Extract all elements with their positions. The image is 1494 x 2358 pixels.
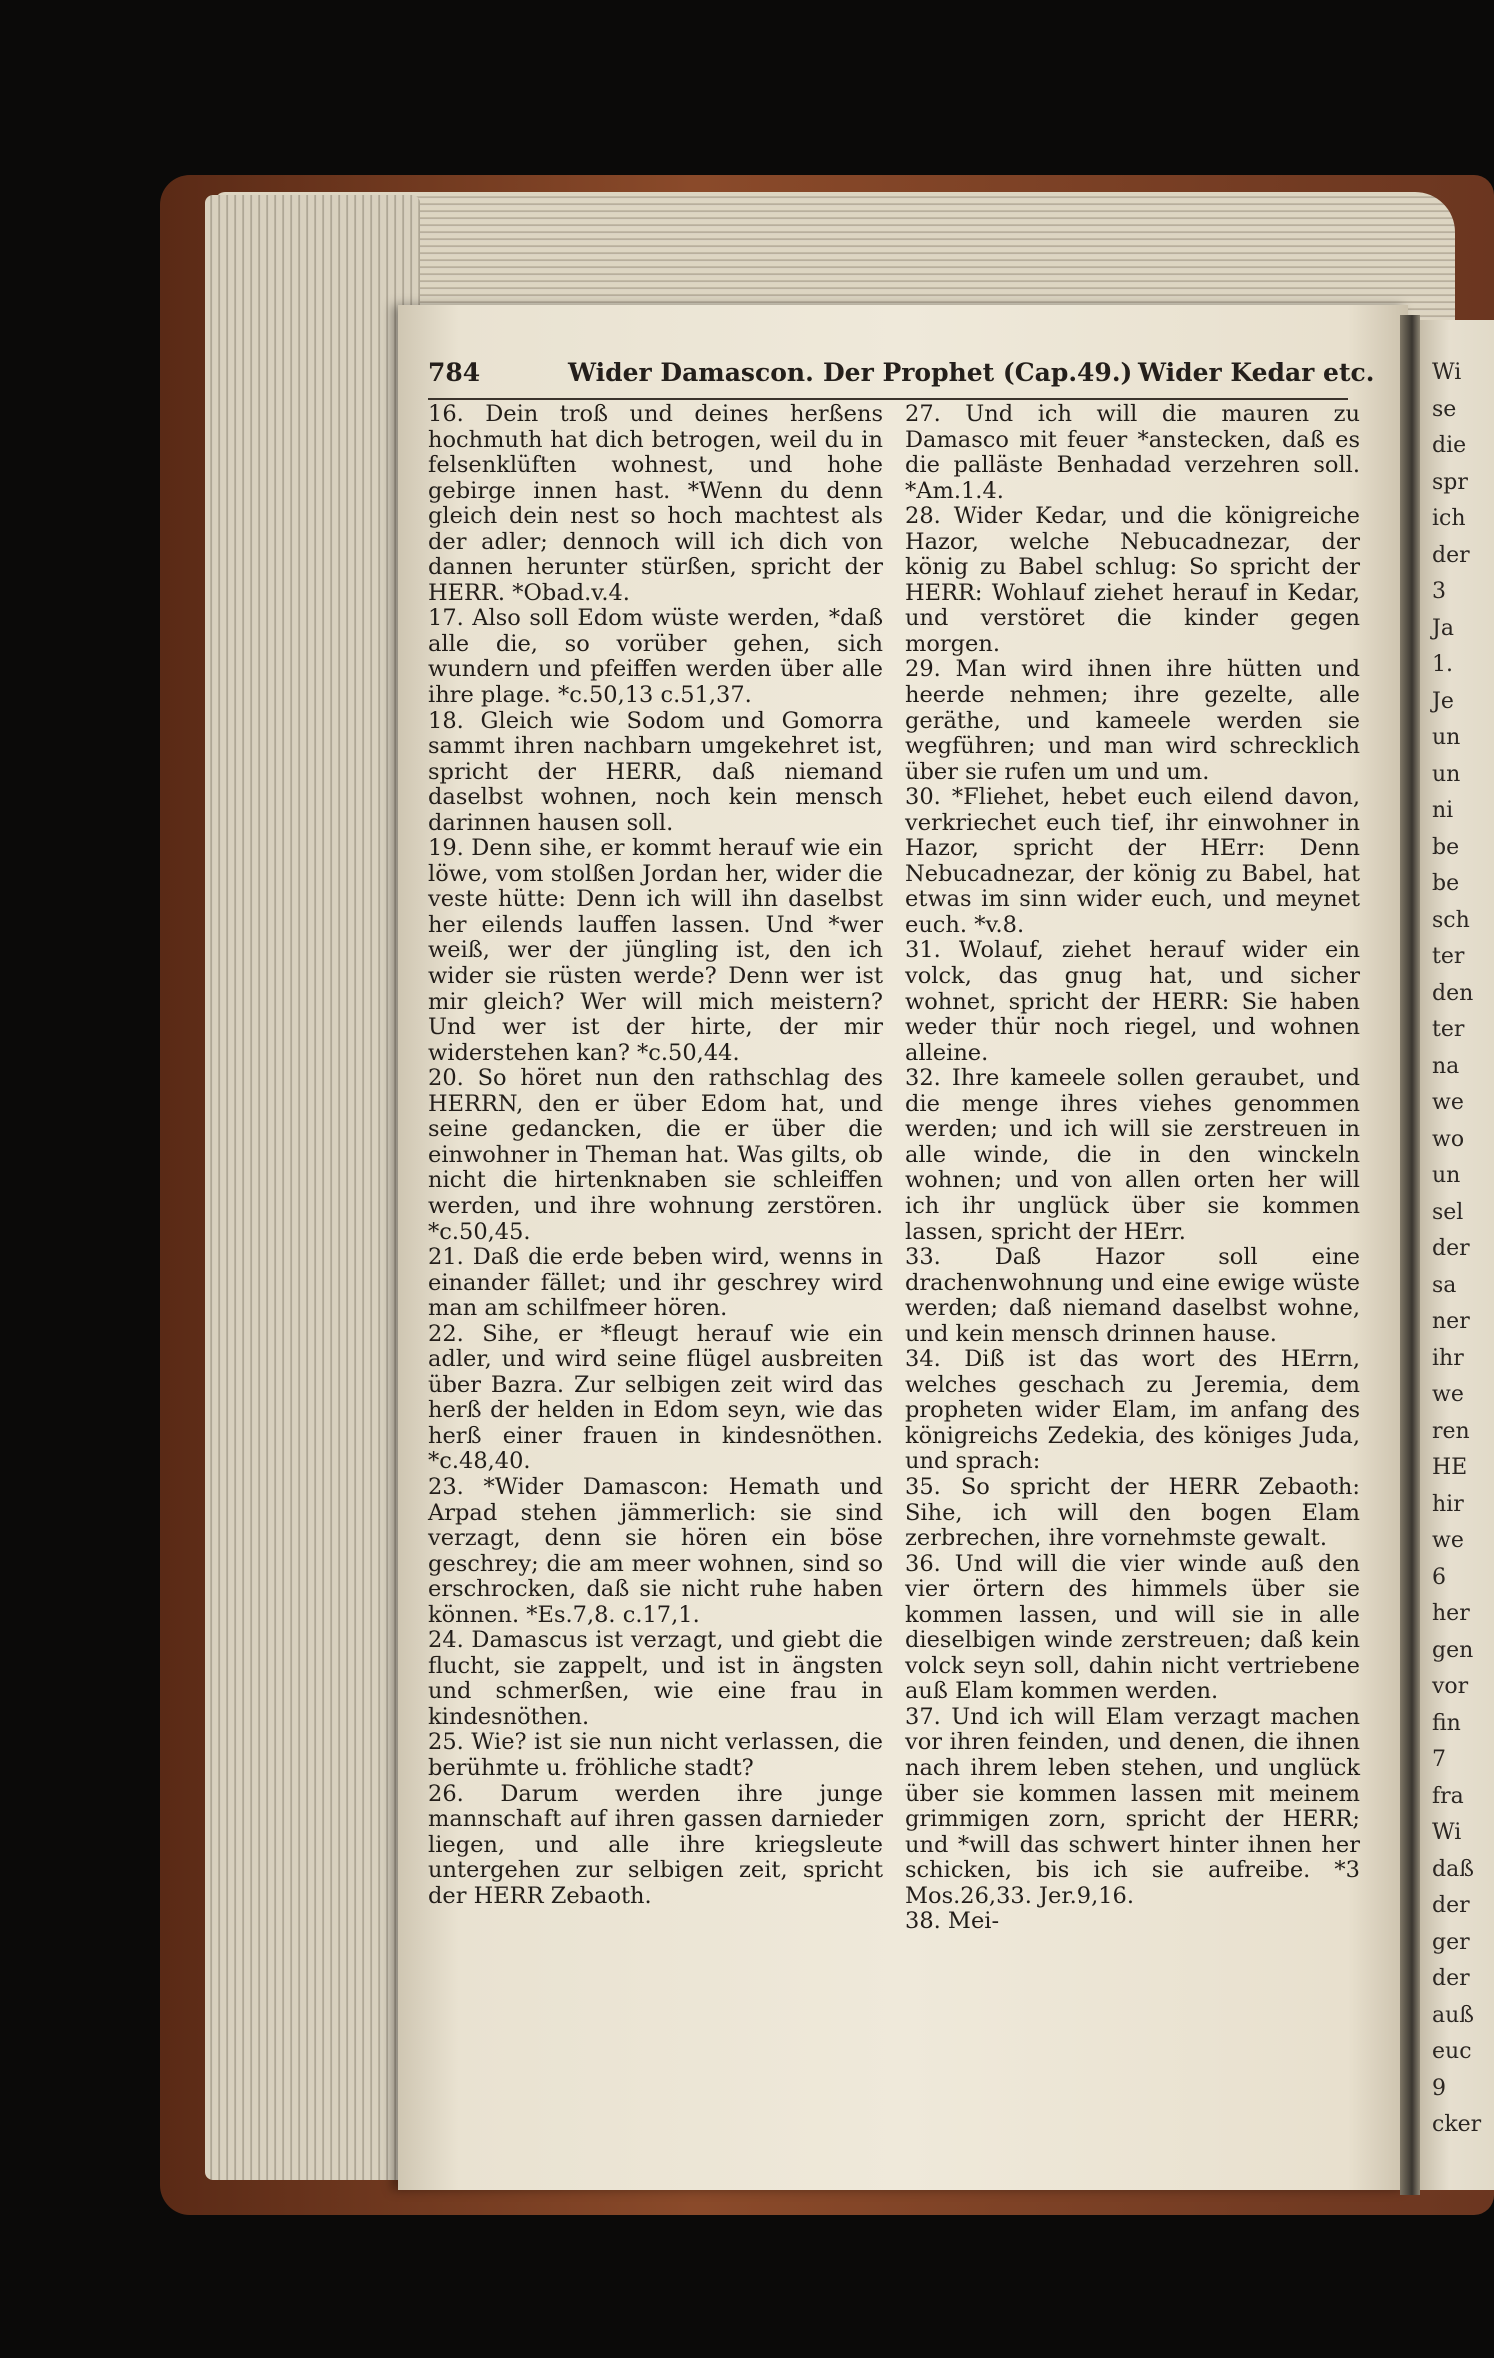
facing-page-text-fragment: ter (1432, 944, 1465, 969)
verse-paragraph: 33. Daß Hazor soll eine drachenwohnung und eine ewige wüste werden; daß niemand daselbst wohne, und kein mensch drinnen hause. (905, 1244, 1360, 1347)
facing-page-text-fragment: 6 (1432, 1564, 1446, 1590)
verse-paragraph: 25. Wie? ist sie nun nicht verlassen, die berühmte u. fröhliche stadt? (428, 1729, 883, 1781)
facing-page-text-fragment: 1. (1432, 652, 1453, 677)
page-header (428, 358, 1375, 398)
header-rule (428, 398, 1348, 400)
verse-paragraph: 19. Denn sihe, er kommt herauf wie ein löwe, vom stolßen Jordan her, wider die veste hütte: Denn ich will ihn daselbst her eilends lauffen lassen. Und *wer weiß, wer der jüngling ist, den ich wider sie rüsten werde? Denn wer ist mir gleich? Wer will mich meistern? Und wer ist der hirte, der mir widerstehen kan? *c.50,44. (428, 835, 883, 1066)
facing-page-text-fragment: der (1432, 542, 1470, 568)
facing-page-text-fragment: un (1432, 1163, 1461, 1188)
facing-page-text-fragment: der (1432, 1966, 1470, 1991)
facing-page-text-fragment: sel (1432, 1199, 1464, 1225)
verse-paragraph: 32. Ihre kameele sollen geraubet, und die menge ihres viehes genommen werden; und ich will sie zerstreuen in alle winde, die in den winckeln wohnen; und von allen orten her will ich ihr unglück über sie kommen lassen, spricht der HErr. (905, 1065, 1360, 1245)
facing-page-text-fragment: fin (1432, 1710, 1461, 1736)
facing-page-text-fragment: ihr (1432, 1345, 1464, 1371)
facing-page-text-fragment: hir (1432, 1491, 1464, 1517)
page-number: 784 (428, 358, 481, 387)
facing-page-text-fragment: der (1432, 1236, 1470, 1261)
verse-paragraph: 16. Dein troß und deines herßens hochmuth hat dich betrogen, weil du in felsenklüften wohnest, und hohe gebirge innen hast. *Wenn du denn gleich dein nest so hoch machtest als der adler; dennoch will ich dich von dannen herunter stürßen, spricht der HERR. *Obad.v.4. (428, 401, 883, 606)
verse-paragraph: 37. Und ich will Elam verzagt machen vor ihren feinden, und denen, die ihnen nach ihrem leben stehen, und unglück über sie kommen lassen mit meinem grimmigen zorn, spricht der HERR; und *will das schwert hinter ihnen her schicken, bis ich sie aufreibe. *3 Mos.26,33. Jer.9,16. (905, 1703, 1360, 1909)
verse-paragraph: 18. Gleich wie Sodom und Gomorra sammt ihren nachbarn umgekehret ist, spricht der HERR, daß niemand daselbst wohnen, noch kein mensch darinnen hausen soll. (428, 707, 883, 836)
facing-page-text-fragment: Ja (1432, 615, 1454, 641)
facing-page-text-fragment: wo (1432, 1126, 1465, 1152)
facing-page-text-fragment: ter (1432, 1017, 1465, 1042)
facing-page-text-fragment: we (1432, 1528, 1464, 1553)
verse-paragraph: 35. So spricht der HERR Zebaoth: Sihe, ich will den bogen Elam zerbrechen, ihre vornehmste gewalt. (905, 1473, 1360, 1552)
verse-paragraph: 27. Und ich will die mauren zu Damasco mit feuer *anstecken, daß es die palläste Benhadad verzehren soll. *Am.1.4. (905, 401, 1360, 504)
facing-page-text-fragment: sch (1432, 907, 1470, 933)
left-column (428, 402, 883, 1909)
verse-paragraph: 26. Darum werden ihre junge mannschaft auf ihren gassen darnieder liegen, und alle ihre kriegsleute untergehen zur selbigen zeit, spricht der HERR Zebaoth. (428, 1780, 883, 1909)
facing-page-text-fragment: se (1432, 396, 1457, 422)
facing-page-text-fragment: 7 (1432, 1747, 1446, 1772)
facing-page-text-fragment: be (1432, 834, 1460, 860)
verse-paragraph: 22. Sihe, er *fleugt herauf wie ein adler, und wird seine flügel ausbreiten über Bazra. Zur selbigen zeit wird das herß der helden in Edom seyn, wie das herß einer frauen in kindesnöthen. *c.48,40. (428, 1320, 883, 1475)
facing-page-text-fragment: Wi (1432, 1820, 1462, 1845)
facing-page-text-fragment: we (1432, 1382, 1464, 1407)
running-title-right: Wider Kedar etc. (1138, 358, 1375, 387)
verse-paragraph: 28. Wider Kedar, und die königreiche Hazor, welche Nebucadnezar, der könig zu Babel schlug: So spricht der HERR: Wohlauf ziehet herauf in Kedar, und verstöret die kinder gegen morgen. (905, 503, 1360, 657)
facing-page-text-fragment: 9 (1432, 2075, 1446, 2101)
book-gutter (1400, 315, 1420, 2195)
facing-page-text-fragment: HE (1432, 1455, 1468, 1480)
right-column (905, 402, 1360, 1935)
verse-paragraph: 20. So höret nun den rathschlag des HERRN, den er über Edom hat, und seine gedancken, die er über die einwohner in Theman hat. Was gilts, ob nicht die hirtenknaben sie schleiffen werden, und ihre wohnung zerstören. *c.50,45. (428, 1065, 883, 1245)
facing-page-text-fragment: Je (1432, 688, 1454, 714)
verse-paragraph: 34. Diß ist das wort des HErrn, welches geschach zu Jeremia, dem propheten wider Elam, im anfang des königreichs Zedekia, des königes Juda, und sprach: (905, 1346, 1360, 1475)
verse-paragraph: 31. Wolauf, ziehet herauf wider ein volck, das gnug hat, und sicher wohnet, spricht der HERR: Sie haben weder thür noch riegel, und wohnen alleine. (905, 937, 1360, 1066)
facing-page-text-fragment: Wi (1432, 360, 1462, 385)
verse-paragraph: 30. *Fliehet, hebet euch eilend davon, verkriechet euch tief, ihr einwohner in Hazor, spricht der HErr: Denn Nebucadnezar, der könig zu Babel, hat etwas im sinn wider euch, und meynet euch. *v.8. (905, 784, 1360, 938)
facing-page-text-fragment: cker (1432, 2112, 1482, 2137)
facing-page-text-fragment: euc (1432, 2039, 1472, 2064)
facing-page-text-fragment: na (1432, 1053, 1460, 1079)
verse-paragraph: 29. Man wird ihnen ihre hütten und heerde nehmen; ihre gezelte, alle geräthe, und kameele werden sie wegführen; und man wird schrecklich über sie rufen um und um. (905, 656, 1360, 785)
verse-paragraph: 21. Daß die erde beben wird, wenns in einander fället; und ihr geschrey wird man am schilfmeer hören. (428, 1244, 883, 1322)
facing-page-text-fragment: her (1432, 1601, 1470, 1626)
facing-page-text-fragment: un (1432, 725, 1461, 750)
facing-page-text-fragment: die (1432, 433, 1467, 458)
facing-page-text-fragment: un (1432, 761, 1461, 787)
verse-paragraph: 17. Also soll Edom wüste werden, *daß alle die, so vorüber gehen, sich wundern und pfeiffen werden über alle ihre plage. *c.50,13 c.51,37. (428, 605, 883, 709)
facing-page-text-fragment: spr (1432, 469, 1468, 495)
facing-page-text-fragment: be (1432, 871, 1460, 896)
facing-page-text-fragment: ren (1432, 1418, 1470, 1444)
running-title-center: Der Prophet (Cap.49.) (823, 358, 1133, 387)
facing-page-text-fragment: we (1432, 1090, 1464, 1115)
facing-page-text-fragment: vor (1432, 1674, 1469, 1699)
facing-page-text-fragment: ner (1432, 1309, 1470, 1334)
facing-page-text-fragment: gen (1432, 1637, 1474, 1663)
facing-page-text-fragment: fra (1432, 1783, 1464, 1809)
facing-page-text-fragment: den (1432, 980, 1474, 1006)
facing-page-text-fragment: daß (1432, 1856, 1474, 1882)
verse-paragraph: 23. *Wider Damascon: Hemath und Arpad stehen jämmerlich: sie sind verzagt, denn sie hören ein böse geschrey; die am meer wohnen, sind so erschrocken, daß sie nicht ruhe haben können. *Es.7,8. c.17,1. (428, 1473, 883, 1628)
facing-page-text-fragment: ich (1432, 506, 1466, 531)
verse-paragraph: 36. Und will die vier winde auß den vier örtern des himmels über sie kommen lassen, und will sie in alle dieselbigen winde zerstreuen; daß kein volck seyn soll, dahin nicht vertriebene auß Elam kommen werden. (905, 1550, 1360, 1705)
facing-page-text-fragment: ger (1432, 1929, 1470, 1955)
running-title-left: Wider Damascon. (568, 358, 814, 387)
page-edges-side (205, 195, 420, 2180)
facing-page-text-fragment: auß (1432, 2002, 1474, 2028)
facing-page-text-fragment: 3 (1432, 579, 1446, 604)
facing-page-fragment (1420, 320, 1494, 2190)
facing-page-text-fragment: sa (1432, 1272, 1457, 1298)
verse-paragraph: 38. Mei- (905, 1908, 1000, 1935)
facing-page-text-fragment: der (1432, 1893, 1470, 1918)
facing-page-text-fragment: ni (1432, 798, 1454, 823)
verse-paragraph: 24. Damascus ist verzagt, und giebt die flucht, sie zappelt, und ist in ängsten und schmerßen, wie eine frau in kindesnöthen. (428, 1627, 883, 1730)
